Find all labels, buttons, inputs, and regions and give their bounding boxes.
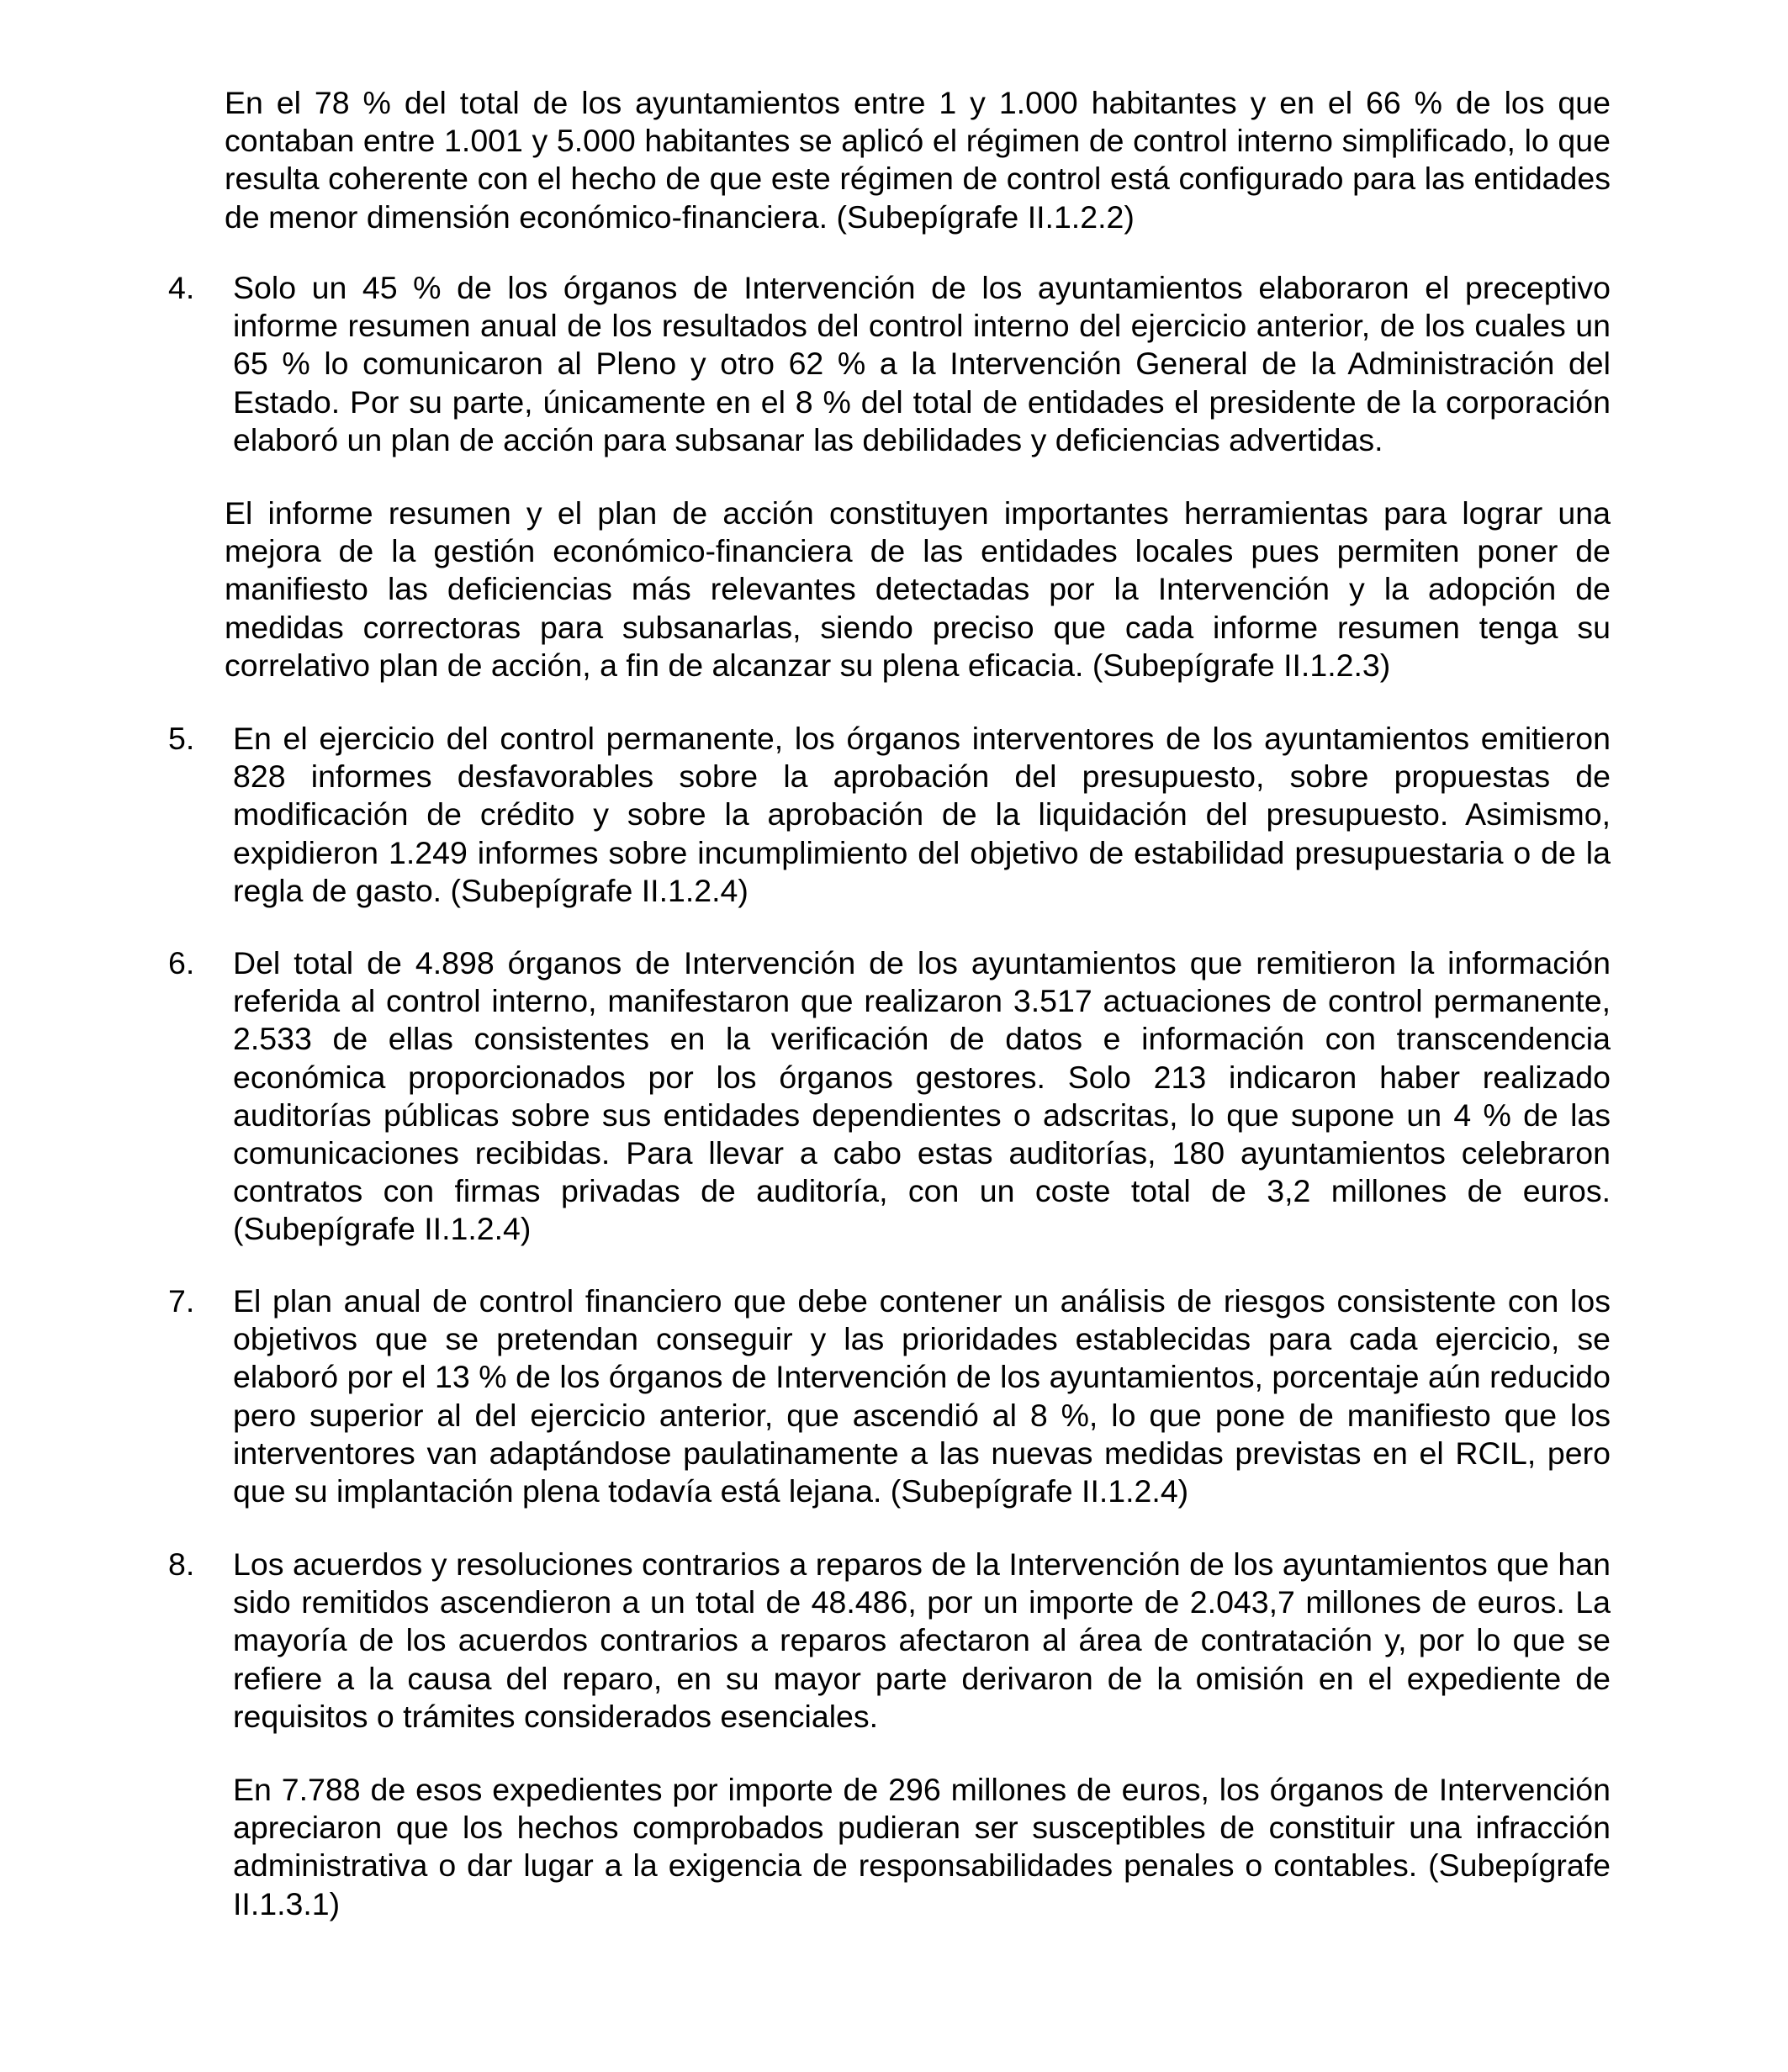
list-item-7 (168, 1282, 1611, 1510)
intro-paragraph: En el 78 % del total de los ayuntamientos entre 1 y 1.000 habitantes y en el 66 % de los que contaban entre 1.001 y 5.000 habitantes se aplicó el régimen de control interno simplificado, lo que resulta coherente con el hecho de que este régimen de control está configurado para las entidades de menor dimensión económico-financiera. (Subepígrafe II.1.2.2) (225, 85, 1611, 235)
list-item-number: 6. (168, 945, 195, 980)
list-item-text: Solo un 45 % de los órganos de Intervención de los ayuntamientos elaboraron el preceptivo informe resumen anual de los resultados del control interno del ejercicio anterior, de los cuales un 65 % lo comunicaron al Pleno y otro 62 % a la Intervención General de la Administración del Estado. Por su parte, únicamente en el 8 % del total de entidades el presidente de la corporación elaboró un plan de acción para subsanar las debilidades y deficiencias advertidas. (233, 270, 1611, 457)
list-item-number: 8. (168, 1546, 195, 1582)
list-item-text: En el ejercicio del control permanente, los órganos interventores de los ayuntamientos emitieron 828 informes desfavorables sobre la aprobación del presupuesto, sobre propuestas de modificación de crédito y sobre la aprobación de la liquidación del presupuesto. Asimismo, expidieron 1.249 informes sobre incumplimiento del objetivo de estabilidad presupuestaria o de la regla de gasto. (Subepígrafe II.1.2.4) (233, 721, 1611, 908)
list-item-6 (168, 944, 1611, 1249)
list-item-4-subparagraph: El informe resumen y el plan de acción constituyen importantes herramientas para lograr una mejora de la gestión económico-financiera de las entidades locales pues permiten poner de manifiesto las deficiencias más relevantes detectadas por la Intervención y la adopción de medidas correctoras para subsanarlas, siendo preciso que cada informe resumen tenga su correlativo plan de acción, a fin de alcanzar su plena eficacia. (Subepígrafe II.1.2.3) (225, 495, 1611, 683)
list-item-5 (168, 720, 1611, 910)
list-item-8 (168, 1546, 1611, 1736)
list-item-number: 7. (168, 1283, 195, 1319)
list-item-8-subparagraph: En 7.788 de esos expedientes por importe de 296 millones de euros, los órganos de Intervención apreciaron que los hechos comprobados pudieran ser susceptibles de constituir una infracción administrativa o dar lugar a la exigencia de responsabilidades penales o contables. (Subepígrafe II.1.3.1) (233, 1772, 1611, 1921)
list-item-text: El plan anual de control financiero que debe contener un análisis de riesgos consistente con los objetivos que se pretendan conseguir y las prioridades establecidas para cada ejercicio, se elaboró por el 13 % de los órganos de Intervención de los ayuntamientos, porcentaje aún reducido pero superior al del ejercicio anterior, que ascendió al 8 %, lo que pone de manifiesto que los interventores van adaptándose paulatinamente a las nuevas medidas previstas en el RCIL, pero que su implantación plena todavía está lejana. (Subepígrafe II.1.2.4) (233, 1283, 1611, 1509)
list-item-text: Los acuerdos y resoluciones contrarios a reparos de la Intervención de los ayuntamientos que han sido remitidos ascendieron a un total de 48.486, por un importe de 2.043,7 millones de euros. La mayoría de los acuerdos contrarios a reparos afectaron al área de contratación y, por lo que se refiere a la causa del reparo, en su mayor parte derivaron de la omisión en el expediente de requisitos o trámites considerados esenciales. (233, 1546, 1611, 1734)
list-item-number: 5. (168, 721, 195, 756)
list-item-number: 4. (168, 270, 195, 305)
list-item-text: Del total de 4.898 órganos de Intervención de los ayuntamientos que remitieron la información referida al control interno, manifestaron que realizaron 3.517 actuaciones de control permanente, 2.533 de ellas consistentes en la verificación de datos e información con transcendencia económica proporcionados por los órganos gestores. Solo 213 indicaron haber realizado auditorías públicas sobre sus entidades dependientes o adscritas, lo que supone un 4 % de las comunicaciones recibidas. Para llevar a cabo estas auditorías, 180 ayuntamientos celebraron contratos con firmas privadas de auditoría, con un coste total de 3,2 millones de euros. (Subepígrafe II.1.2.4) (233, 945, 1611, 1247)
list-item-4 (168, 269, 1611, 459)
